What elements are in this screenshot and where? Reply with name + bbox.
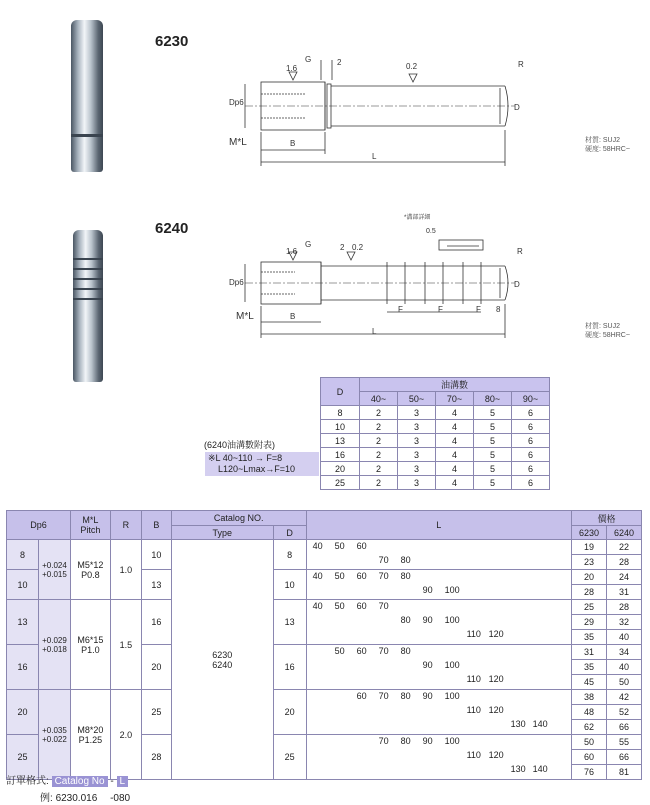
length-value: 70 — [378, 601, 389, 611]
groove-count-table — [320, 377, 550, 490]
groove-count-cell: 5 — [474, 462, 512, 476]
groove-d-cell: 8 — [321, 406, 360, 420]
dp-cell: 8 — [7, 540, 39, 570]
length-value: 140 — [532, 764, 548, 774]
header-dp: Dp6 — [7, 511, 71, 540]
groove-count-cell: 2 — [360, 462, 398, 476]
product-code-6240: 6240 — [155, 220, 189, 237]
radius-cell: 1.5 — [110, 600, 141, 690]
length-value: 110 — [466, 674, 481, 684]
groove-l-header: 80~ — [474, 392, 512, 406]
groove-count-cell: 5 — [474, 406, 512, 420]
table-row — [7, 690, 642, 735]
groove-l-header: 40~ — [360, 392, 398, 406]
order-l: L — [117, 776, 129, 787]
price-value: 32 — [607, 615, 641, 630]
dim-mlb: M*L — [236, 311, 254, 322]
dim-g: G — [305, 55, 312, 64]
length-value: 90 — [422, 584, 433, 595]
length-cell — [306, 540, 571, 570]
price-value: 66 — [607, 750, 641, 765]
length-value: 70 — [378, 736, 389, 746]
length-line — [307, 691, 571, 705]
header-price-6230: 6230 — [572, 526, 607, 540]
thread-size: M8*20 — [77, 724, 104, 735]
groove-count-cell: 6 — [512, 476, 550, 490]
type-value: 6230 — [212, 649, 233, 660]
price-6240-cell — [606, 735, 641, 780]
dim-2b: 2 — [340, 243, 345, 252]
material-6230 — [585, 136, 630, 154]
length-line — [307, 629, 571, 643]
header-catalog: Catalog NO. — [171, 511, 306, 526]
groove-count-cell: 6 — [512, 406, 550, 420]
length-value: 140 — [532, 719, 548, 729]
groove-count-cell: 6 — [512, 434, 550, 448]
price-value: 28 — [618, 557, 629, 567]
groove-row — [321, 406, 550, 420]
price-value: 28 — [583, 587, 594, 597]
header-price: 價格 — [572, 511, 642, 526]
groove-count-cell: 5 — [474, 420, 512, 434]
length-value: 80 — [400, 615, 411, 625]
material-6240 — [585, 322, 630, 340]
price-6230-cell — [572, 645, 607, 690]
length-line — [307, 719, 571, 733]
dim-ra02: 0.2 — [406, 62, 418, 71]
hardness-text: 硬度: 58HRC~ — [585, 332, 630, 339]
groove-count-cell: 6 — [512, 462, 550, 476]
price-6240-cell — [606, 645, 641, 690]
price-value: 52 — [607, 705, 641, 720]
dim-l: L — [372, 152, 377, 161]
tolerance-lower: +0.018 — [42, 644, 67, 654]
groove-d-cell: 25 — [321, 476, 360, 490]
groove-row — [321, 462, 550, 476]
price-6240-cell — [606, 540, 641, 570]
price-value: 35 — [583, 632, 594, 642]
price-value: 81 — [618, 767, 629, 777]
length-value: 90 — [422, 660, 433, 670]
price-value: 28 — [607, 600, 641, 615]
price-6240-cell — [606, 570, 641, 600]
length-value: 130 — [510, 719, 526, 729]
groove-row — [321, 434, 550, 448]
groove-d-header: D — [321, 378, 360, 406]
b-cell: 13 — [141, 570, 171, 600]
b-cell: 25 — [141, 690, 171, 735]
dim-r: R — [518, 60, 524, 69]
tolerance-lower: +0.022 — [42, 734, 67, 744]
price-value: 40 — [607, 660, 641, 675]
length-value: 120 — [488, 750, 504, 760]
length-line — [307, 674, 571, 688]
length-value: 100 — [444, 584, 460, 595]
drawing-6240 — [225, 210, 525, 345]
thread-cell — [70, 690, 110, 780]
thread-size: M6*15 — [77, 634, 104, 645]
length-cell — [306, 600, 571, 645]
length-value: 100 — [444, 660, 460, 670]
header-price-6240: 6240 — [606, 526, 641, 540]
price-value: 76 — [583, 767, 594, 777]
price-value: 24 — [607, 570, 641, 585]
header-l: L — [306, 511, 571, 540]
thread-cell — [70, 600, 110, 690]
price-value: 50 — [618, 677, 629, 687]
price-value: 23 — [583, 557, 594, 567]
material-text: 材質: SUJ2 — [585, 323, 621, 330]
dim-b: B — [290, 139, 296, 148]
groove-count-cell: 5 — [474, 434, 512, 448]
length-line — [307, 764, 571, 778]
groove-row — [321, 448, 550, 462]
thread-pitch: P1.25 — [78, 734, 103, 745]
order-label: 訂單格式: — [6, 776, 49, 787]
dim-ra02b: 0.2 — [352, 243, 364, 252]
groove-count-cell: 3 — [398, 476, 436, 490]
length-value: 110 — [466, 750, 481, 760]
groove-count-cell: 6 — [512, 448, 550, 462]
dim-bb: B — [290, 312, 296, 321]
spec-table-body — [7, 540, 642, 780]
groove-count-cell: 3 — [398, 420, 436, 434]
length-line — [307, 585, 571, 599]
length-value: 100 — [444, 691, 460, 701]
price-value: 50 — [572, 735, 606, 750]
price-6230-cell — [572, 735, 607, 780]
groove-count-cell: 3 — [398, 462, 436, 476]
order-example — [40, 789, 130, 804]
length-line — [307, 660, 571, 674]
price-value: 38 — [572, 690, 606, 705]
groove-note-2: L120~Lmax→F=10 — [218, 464, 296, 474]
groove-count-cell: 2 — [360, 434, 398, 448]
hardness-text: 硬度: 58HRC~ — [585, 146, 630, 153]
header-d: D — [273, 526, 306, 540]
length-line — [307, 750, 571, 764]
d-cell: 16 — [273, 645, 306, 690]
length-line — [307, 736, 571, 750]
groove-count-cell: 3 — [398, 406, 436, 420]
length-value: 110 — [466, 629, 481, 639]
d-cell: 25 — [273, 735, 306, 780]
dim-half: 0.5 — [426, 228, 436, 235]
dim-ra16: 1.6 — [286, 64, 298, 73]
b-cell: 10 — [141, 540, 171, 570]
length-line — [307, 615, 571, 629]
price-value: 42 — [607, 690, 641, 705]
groove-d-cell: 20 — [321, 462, 360, 476]
length-value: 60 — [356, 540, 367, 551]
length-value: 110 — [466, 705, 481, 715]
length-value: 40 — [312, 570, 323, 581]
price-6240-cell — [606, 600, 641, 645]
dp-cell: 20 — [7, 690, 39, 735]
length-value: 40 — [312, 601, 323, 611]
d-cell: 13 — [273, 600, 306, 645]
b-cell: 20 — [141, 645, 171, 690]
groove-count-cell: 4 — [436, 476, 474, 490]
header-ml-pitch — [70, 511, 110, 540]
groove-note-1: ※L 40~110 → F=8 — [208, 453, 283, 463]
pin-photo-6230-band — [71, 134, 103, 137]
groove-l-header: 70~ — [436, 392, 474, 406]
groove-d-cell: 13 — [321, 434, 360, 448]
dim-f3: F — [476, 305, 481, 314]
header-pitch: Pitch — [80, 525, 101, 535]
dim-gb: G — [305, 240, 312, 249]
dim-ra16b: 1.6 — [286, 247, 298, 256]
tolerance-cell — [38, 690, 70, 780]
length-value: 50 — [334, 601, 345, 611]
price-value: 40 — [618, 632, 629, 642]
dim-d: D — [514, 103, 520, 112]
groove-count-cell: 5 — [474, 476, 512, 490]
length-value: 50 — [334, 570, 345, 581]
radius-cell: 1.0 — [110, 540, 141, 600]
groove-count-cell: 2 — [360, 476, 398, 490]
price-value: 34 — [607, 645, 641, 660]
groove-d-cell: 16 — [321, 448, 360, 462]
price-6230-cell — [572, 690, 607, 735]
tolerance-upper: +0.024 — [42, 560, 67, 570]
length-cell — [306, 690, 571, 735]
price-6240-cell — [606, 690, 641, 735]
length-value: 90 — [422, 691, 433, 701]
header-ml: M*L — [82, 515, 99, 525]
groove-count-cell: 5 — [474, 448, 512, 462]
thread-pitch: P1.0 — [81, 644, 100, 655]
price-value: 25 — [572, 600, 606, 615]
groove-count-cell: 2 — [360, 420, 398, 434]
material-text: 材質: SUJ2 — [585, 137, 621, 144]
length-line — [307, 646, 571, 660]
groove-d-cell: 10 — [321, 420, 360, 434]
thread-pitch: P0.8 — [81, 569, 100, 580]
table-row — [7, 600, 642, 645]
thread-size: M5*12 — [77, 559, 104, 570]
price-value: 31 — [618, 587, 629, 597]
groove-count-cell: 4 — [436, 420, 474, 434]
type-cell — [171, 540, 273, 780]
length-value: 80 — [400, 570, 411, 581]
length-line — [307, 541, 571, 555]
tolerance-cell — [38, 600, 70, 690]
length-value: 50 — [334, 646, 345, 656]
length-value: 80 — [400, 736, 411, 746]
table-row — [7, 540, 642, 570]
radius-cell: 2.0 — [110, 690, 141, 780]
pin-photo-6240-grooves — [73, 250, 103, 308]
length-line — [307, 555, 571, 569]
thread-cell — [70, 540, 110, 600]
price-value: 60 — [572, 750, 606, 765]
tolerance-lower: +0.015 — [42, 569, 67, 579]
price-value: 22 — [607, 540, 641, 555]
length-value: 70 — [378, 554, 389, 565]
groove-group-header: 油溝數 — [360, 378, 550, 392]
groove-table-body — [321, 406, 550, 490]
price-value: 62 — [583, 722, 594, 732]
length-value: 40 — [312, 540, 323, 551]
dp-cell: 16 — [7, 645, 39, 690]
length-value: 120 — [488, 674, 504, 684]
price-value: 66 — [618, 722, 629, 732]
price-value: 29 — [572, 615, 606, 630]
b-cell: 16 — [141, 600, 171, 645]
groove-l-header: 90~ — [512, 392, 550, 406]
specification-table — [6, 510, 642, 780]
dim-2: 2 — [337, 58, 342, 67]
length-value: 120 — [488, 705, 504, 715]
dim-ml: M*L — [229, 137, 247, 148]
length-value: 130 — [510, 764, 526, 774]
dim-db: D — [514, 280, 520, 289]
length-value: 60 — [356, 601, 367, 611]
dp-cell: 10 — [7, 570, 39, 600]
length-value: 60 — [356, 691, 367, 701]
d-cell: 8 — [273, 540, 306, 570]
length-value: 50 — [334, 540, 345, 551]
length-line — [307, 705, 571, 719]
header-r: R — [110, 511, 141, 540]
length-value: 90 — [422, 615, 433, 625]
tolerance-upper: +0.029 — [42, 635, 67, 645]
price-value: 48 — [572, 705, 606, 720]
tolerance-cell — [38, 540, 70, 600]
groove-count-cell: 3 — [398, 448, 436, 462]
groove-row — [321, 476, 550, 490]
example-label: 例: — [40, 793, 53, 804]
b-cell: 28 — [141, 735, 171, 780]
dim-f2: F — [438, 305, 443, 314]
length-line — [307, 571, 571, 585]
length-value: 70 — [378, 691, 389, 701]
dim-rb: R — [517, 247, 523, 256]
groove-row — [321, 420, 550, 434]
length-value: 100 — [444, 615, 460, 625]
groove-count-cell: 4 — [436, 434, 474, 448]
price-6230-cell — [572, 570, 607, 600]
dim-lb: L — [372, 327, 377, 336]
length-cell — [306, 570, 571, 600]
order-dash: - — [110, 776, 114, 787]
length-value: 80 — [400, 691, 411, 701]
groove-count-cell: 4 — [436, 406, 474, 420]
product-code-6230: 6230 — [155, 33, 189, 50]
groove-count-cell: 2 — [360, 448, 398, 462]
price-value: 45 — [583, 677, 594, 687]
price-value: 31 — [572, 645, 606, 660]
length-line — [307, 601, 571, 615]
price-value: 35 — [572, 660, 606, 675]
dp-cell: 13 — [7, 600, 39, 645]
price-value: 19 — [572, 540, 606, 555]
dim-f1: F — [398, 305, 403, 314]
dim-dp6: Dp6 — [229, 98, 244, 107]
d-cell: 20 — [273, 690, 306, 735]
header-b: B — [141, 511, 171, 540]
length-cell — [306, 645, 571, 690]
example-code: 6230.016 — [55, 793, 98, 804]
header-type: Type — [171, 526, 273, 540]
price-value: 20 — [572, 570, 606, 585]
pin-photo-6230 — [71, 20, 103, 172]
length-value: 120 — [488, 629, 504, 639]
groove-count-cell: 3 — [398, 434, 436, 448]
length-value: 60 — [356, 646, 367, 656]
order-catalog: Catalog No — [52, 776, 108, 787]
groove-note — [205, 452, 319, 476]
groove-l-header: 50~ — [398, 392, 436, 406]
dim-dp6b: Dp6 — [229, 278, 244, 287]
length-value: 90 — [422, 736, 433, 746]
groove-count-cell: 4 — [436, 448, 474, 462]
d-cell: 10 — [273, 570, 306, 600]
length-value: 70 — [378, 570, 389, 581]
length-value: 80 — [400, 554, 411, 565]
price-6230-cell — [572, 540, 607, 570]
type-value: 6240 — [212, 659, 233, 670]
length-value: 100 — [444, 736, 460, 746]
length-value: 70 — [378, 646, 389, 656]
length-value: 60 — [356, 570, 367, 581]
dp-cell: 25 — [7, 735, 39, 780]
example-tail: -080 — [110, 793, 131, 804]
dim-8: 8 — [496, 305, 501, 314]
dim-detail: *溝部詳細 — [404, 215, 431, 221]
groove-count-cell: 6 — [512, 420, 550, 434]
order-format — [6, 772, 128, 787]
length-value: 80 — [400, 646, 411, 656]
groove-count-cell: 2 — [360, 406, 398, 420]
tolerance-upper: +0.035 — [42, 725, 67, 735]
groove-count-cell: 4 — [436, 462, 474, 476]
price-value: 55 — [607, 735, 641, 750]
length-cell — [306, 735, 571, 780]
price-6230-cell — [572, 600, 607, 645]
groove-table-title: (6240油溝數附表) — [204, 440, 276, 450]
